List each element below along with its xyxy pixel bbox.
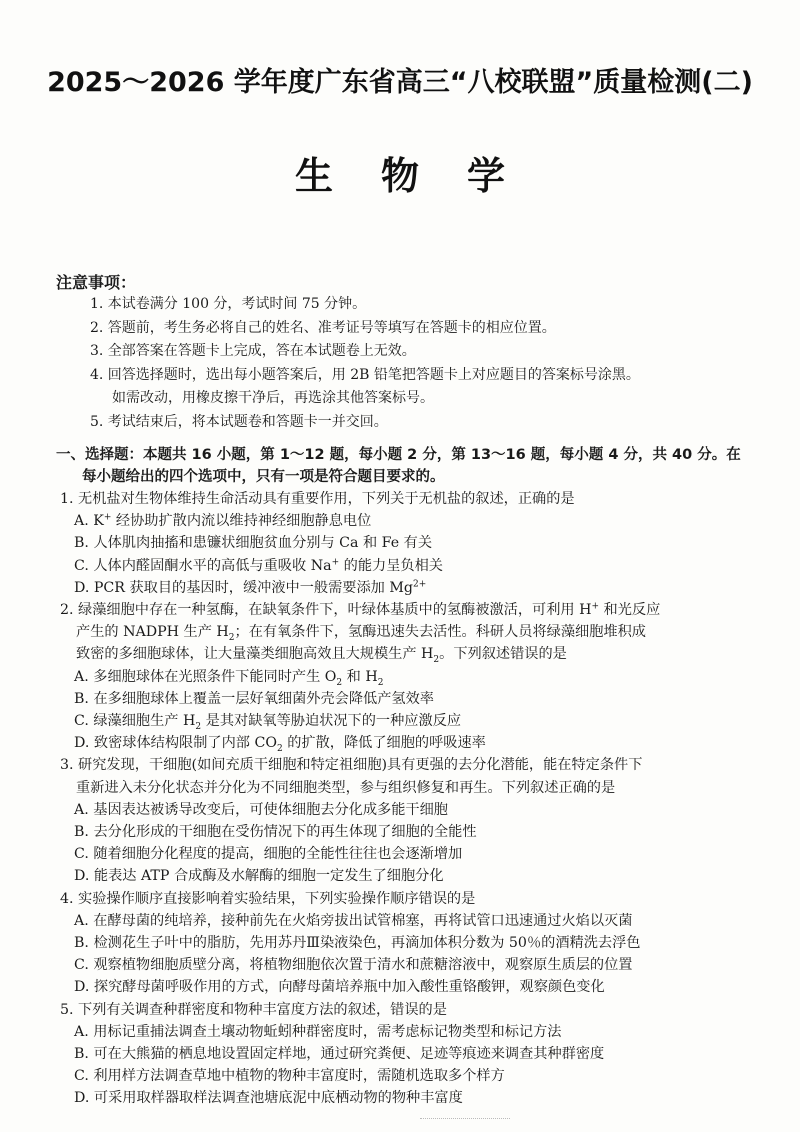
question-3-option-d: D. 能表达 ATP 合成酶及水解酶的细胞一定发生了细胞分化 <box>74 868 444 885</box>
question-3-stem: 3. 研究发现，干细胞(如间充质干细胞和特定祖细胞)具有更强的去分化潜能，能在特定条件下 <box>60 757 643 774</box>
question-4-stem: 4. 实验操作顺序直接影响着实验结果，下列实验操作顺序错误的是 <box>60 890 476 907</box>
question-3-stem-line2: 重新进入未分化状态并分化为不同细胞类型，参与组织修复和再生。下列叙述正确的是 <box>76 779 616 796</box>
question-2-option-b: B. 在多细胞球体上覆盖一层好氧细菌外壳会降低产氢效率 <box>74 690 434 707</box>
note-item-continuation: 如需改动，用橡皮擦干净后，再选涂其他答案标号。 <box>112 390 434 406</box>
section-heading-line1: 一、选择题：本题共 16 小题，第 1～12 题，每小题 2 分，第 13～16 题，每小题 4 分，共 40 分。在 <box>56 447 741 463</box>
question-3-option-b: B. 去分化形成的干细胞在受伤情况下的再生体现了细胞的全能性 <box>74 824 477 841</box>
question-1-option-d: D. PCR 获取目的基因时，缓冲液中一般需要添加 $Mg^{2+}$ <box>74 579 427 596</box>
note-item: 2. 答题前，考生务必将自己的姓名、准考证号等填写在答题卡的相应位置。 <box>90 319 556 336</box>
notes-heading: 注意事项： <box>56 273 137 292</box>
question-2-stem: 2. 绿藻细胞中存在一种氢酶，在缺氧条件下，叶绿体基质中的氢酶被激活，可利用 H+ 和光反应 <box>60 601 661 619</box>
note-item: 5. 考试结束后，将本试题卷和答题卡一并交回。 <box>90 413 388 430</box>
question-3-option-c: C. 随着细胞分化程度的提高，细胞的全能性往往也会逐渐增加 <box>74 846 463 863</box>
question-2-stem-line2: 产生的 NADPH 生产 $H_2$；在有氧条件下，氢酶迅速失去活性。科研人员将绿藻细胞堆积成 <box>76 624 646 644</box>
note-item: 4. 回答选择题时，选出每小题答案后，用 2B 铅笔把答题卡上对应题目的答案标号涂黑。 <box>90 366 640 383</box>
question-2-option-d: D. 致密球体结构限制了内部 $CO_2$ 的扩散，降低了细胞的呼吸速率 <box>74 735 486 755</box>
question-1-option-b: B. 人体肌肉抽搐和患镰状细胞贫血分别与 Ca 和 Fe 有关 <box>74 535 433 552</box>
exam-title: 2025～2026 学年度广东省高三“八校联盟”质量检测(二) <box>47 67 753 98</box>
question-2-option-a: A. 多细胞球体在光照条件下能同时产生 $O_2$ 和 $H_2$ <box>74 668 384 688</box>
question-5-option-a: A. 用标记重捕法调查土壤动物蚯蚓种群密度时，需考虑标记物类型和标记方法 <box>74 1023 562 1040</box>
note-item: 1. 本试卷满分 100 分，考试时间 75 分钟。 <box>90 296 367 312</box>
subject-title <box>0 145 800 200</box>
question-4-option-d: D. 探究酵母菌呼吸作用的方式，向酵母菌培养瓶中加入酸性重铬酸钾，观察颜色变化 <box>74 979 605 996</box>
question-list <box>60 488 760 1110</box>
question-1-option-a: A. K+ 经协助扩散内流以维持神经细胞静息电位 <box>74 512 372 530</box>
question-5-option-c: C. 利用样方法调查草地中植物的物种丰富度时，需随机选取多个样方 <box>74 1068 505 1085</box>
question-4-option-c: C. 观察植物细胞质壁分离，将植物细胞依次置于清水和蔗糖溶液中，观察原生质层的位置 <box>74 957 633 974</box>
page-footer-mark <box>420 1118 510 1125</box>
question-1-option-c: C. 人体内醛固酮水平的高低与重吸收 Na+ 的能力呈负相关 <box>74 556 443 574</box>
question-4-option-a: A. 在酵母菌的纯培养，接种前先在火焰旁拔出试管棉塞，再将试管口迅速通过火焰以灭菌 <box>74 912 633 929</box>
question-2-stem-line3: 致密的多细胞球体，让大量藻类细胞高效且大规模生产 $H_2$。下列叙述错误的是 <box>76 646 567 666</box>
subject-char-3: 学 <box>467 154 506 198</box>
note-item: 3. 全部答案在答题卡上完成，答在本试题卷上无效。 <box>90 343 416 359</box>
section-heading <box>56 444 756 488</box>
question-1-stem: 1. 无机盐对生物体维持生命活动具有重要作用，下列关于无机盐的叙述，正确的是 <box>60 491 575 507</box>
question-5-option-d: D. 可采用取样器取样法调查池塘底泥中底栖动物的物种丰富度 <box>74 1090 463 1107</box>
question-5-option-b: B. 可在大熊猫的栖息地设置固定样地，通过研究粪便、足迹等痕迹来调查其种群密度 <box>74 1046 605 1063</box>
notes-list <box>90 293 770 434</box>
question-5-stem: 5. 下列有关调查种群密度和物种丰富度方法的叙述，错误的是 <box>60 1001 447 1018</box>
subject-char-2: 物 <box>380 154 419 198</box>
question-3-option-a: A. 基因表达被诱导改变后，可使体细胞去分化成多能干细胞 <box>74 801 448 818</box>
question-4-option-b: B. 检测花生子叶中的脂肪，先用苏丹Ⅲ染液染色，再滴加体积分数为 50％的酒精洗去浮色 <box>74 935 641 952</box>
question-2-option-c: C. 绿藻细胞生产 $H_2$ 是其对缺氧等胁迫状况下的一种应激反应 <box>74 713 462 732</box>
section-heading-line2: 每小题给出的四个选项中，只有一项是符合题目要求的。 <box>82 469 445 485</box>
subject-char-1: 生 <box>294 154 333 198</box>
